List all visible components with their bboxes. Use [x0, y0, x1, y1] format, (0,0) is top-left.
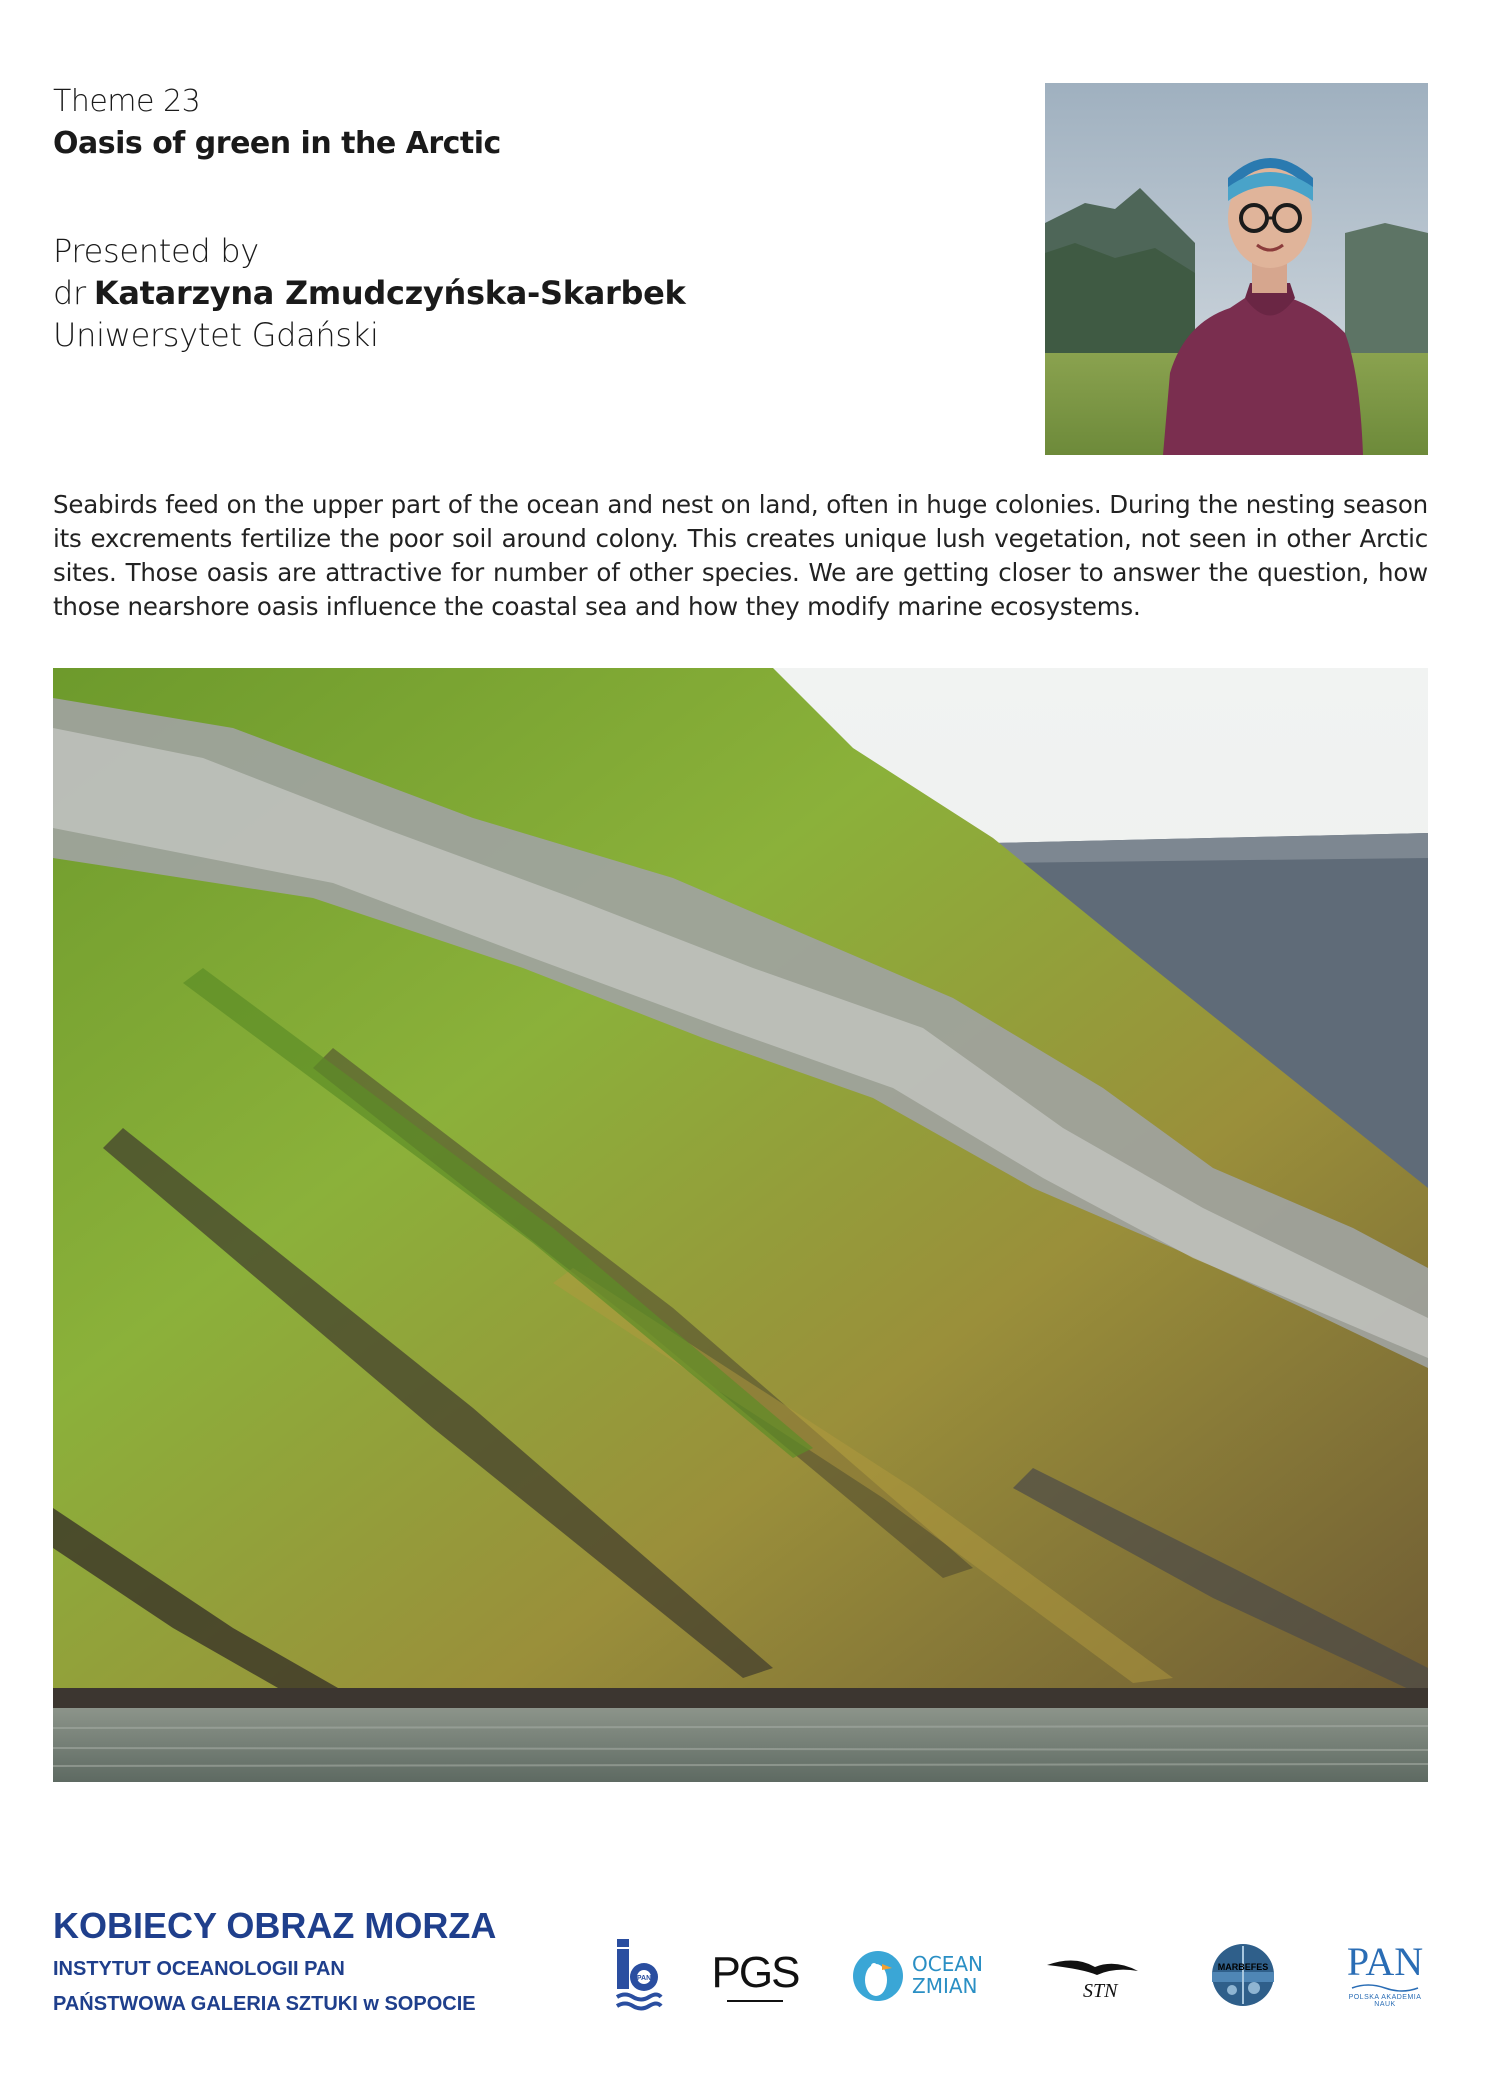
pan-logo-subtitle: POLSKA AKADEMIA NAUK: [1348, 1994, 1422, 2008]
stn-logo-text: STN: [1083, 1980, 1118, 2002]
iopan-logo-text: PAN: [636, 1975, 652, 1982]
pgs-logo-icon: [711, 1935, 799, 2015]
iopan-logo-icon: [615, 1935, 663, 2015]
description-paragraph: Seabirds feed on the upper part of the ocean and nest on land, often in huge colonies. During the nesting season its excrements fertilize the poor soil around colony. This creates unique lush vegetation, not seen in other Arctic sites. Those oasis are attractive for number of other species. We are getting closer to answer the question, how those nearshore oasis influence the coastal sea and how they modify marine ecosystems.: [53, 490, 1428, 621]
arctic-cliff-photo: [53, 668, 1428, 1782]
stn-bird-logo-icon: [1045, 1935, 1140, 2015]
portrait-photo: [1045, 83, 1428, 455]
ocean-logo-line2: ZMIAN: [912, 1974, 978, 1998]
footer-title: KOBIECY OBRAZ MORZA: [53, 1905, 497, 1946]
pan-logo-text: PAN: [1346, 1939, 1424, 1984]
presenter-line: [53, 274, 686, 312]
presented-by-label: Presented by: [53, 232, 259, 270]
pgs-logo-text: PGS: [711, 1948, 799, 1997]
presenter-name: Katarzyna Zmudczyńska-Skarbek: [93, 274, 686, 312]
marbefes-logo-text: MARBEFES: [1217, 1962, 1269, 1972]
presenter-title: dr: [53, 274, 86, 312]
footer-subtitle-gallery: PAŃSTWOWA GALERIA SZTUKI w SOPOCIE: [53, 1993, 476, 2015]
footer-subtitle-institute: INSTYTUT OCEANOLOGII PAN: [53, 1958, 345, 1980]
ocean-logo-line1: OCEAN: [912, 1952, 983, 1976]
marbefes-logo-icon: [1210, 1935, 1276, 2015]
ocean-zmian-logo-icon: [850, 1935, 985, 2015]
presenter-affiliation: Uniwersytet Gdański: [53, 316, 379, 354]
theme-number: Theme 23: [53, 84, 201, 119]
pan-logo-icon: [1345, 1935, 1425, 2015]
theme-title: Oasis of green in the Arctic: [53, 126, 501, 161]
